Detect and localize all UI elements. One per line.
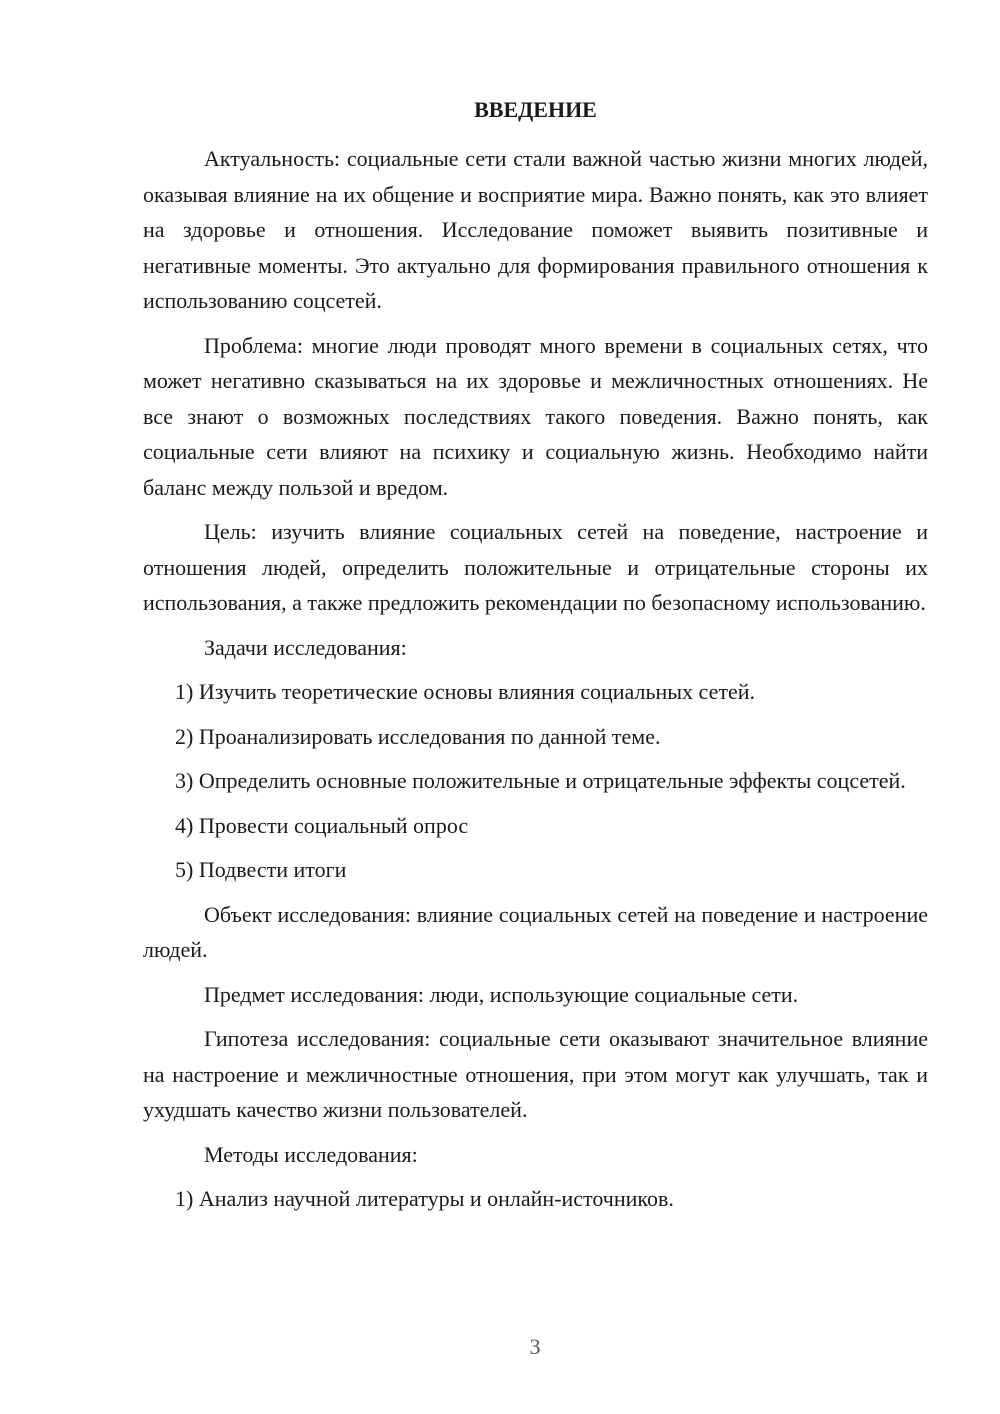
section-title: ВВЕДЕНИЕ: [474, 97, 597, 122]
tasks-heading: Задачи исследования:: [204, 634, 407, 660]
task-item-4: 4) Провести социальный опрос: [175, 812, 469, 838]
task-item-2: 2) Проанализировать исследования по данной теме.: [175, 723, 661, 749]
object-paragraph: Объект исследования: влияние социальных сетей на поведение и настроение людей.: [143, 901, 928, 962]
relevance-paragraph: Актуальность: социальные сети стали важной частью жизни многих людей, оказывая влияние на их общение и восприятие мира. Важно понять, как это влияет на здоровье и отношения. Исследование поможет выявить позитивные и негативные моменты. Это актуально для формирования правильного отношения к использованию соцсетей.: [143, 146, 928, 313]
methods-heading: Методы исследования:: [204, 1141, 418, 1167]
goal-paragraph: Цель: изучить влияние социальных сетей на поведение, настроение и отношения людей, определить положительные и отрицательные стороны их использования, а также предложить рекомендации по безопасному использованию.: [143, 519, 928, 615]
page-content: [143, 92, 928, 1226]
hypothesis-paragraph: Гипотеза исследования: социальные сети оказывают значительное влияние на настроение и межличностные отношения, при этом могут как улучшать, так и ухудшать качество жизни пользователей.: [143, 1026, 928, 1122]
task-item-5: 5) Подвести итоги: [175, 857, 347, 882]
subject-paragraph: Предмет исследования: люди, использующие социальные сети.: [204, 981, 799, 1007]
task-item-3: 3) Определить основные положительные и отрицательные эффекты соцсетей.: [175, 768, 906, 793]
problem-paragraph: Проблема: многие люди проводят много времени в социальных сетях, что может негативно сказываться на их здоровье и межличностных отношениях. Не все знают о возможных последствиях такого поведения. Важно понять, как социальные сети влияют на психику и социальную жизнь. Необходимо найти баланс между пользой и вредом.: [143, 332, 928, 500]
task-item-1: 1) Изучить теоретические основы влияния социальных сетей.: [175, 679, 756, 704]
method-item-1: 1) Анализ научной литературы и онлайн-источников.: [175, 1186, 674, 1211]
page-number: 3: [529, 1334, 541, 1359]
